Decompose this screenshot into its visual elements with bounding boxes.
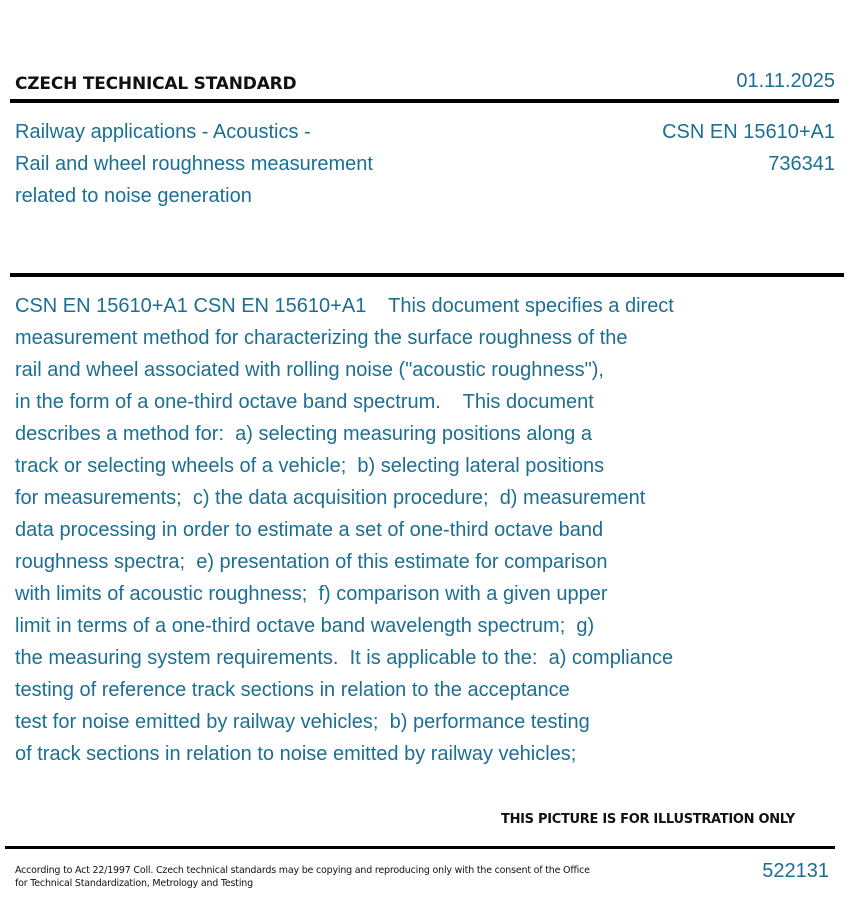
publication-date: 01.11.2025 [736,70,835,92]
abstract-line: data processing in order to estimate a set of one-third octave band [15,519,604,541]
abstract-line: with limits of acoustic roughness; f) comparison with a given upper [15,583,608,605]
subject-line: related to noise generation [15,185,252,207]
abstract-line: roughness spectra; e) presentation of this estimate for comparison [15,551,608,573]
abstract-line: describes a method for: a) selecting measuring positions along a [15,423,592,445]
subject-line: Railway applications - Acoustics - [15,121,311,143]
catalog-number: 736341 [768,153,835,175]
standard-number: CSN EN 15610+A1 [662,121,835,143]
footer-divider [5,846,835,849]
standard-subject [15,116,373,212]
abstract-line: of track sections in relation to noise emitted by railway vehicles; [15,743,577,765]
abstract-line: CSN EN 15610+A1 CSN EN 15610+A1 This document specifies a direct [15,295,674,317]
abstract-line: in the form of a one-third octave band spectrum. This document [15,391,594,413]
abstract-line: rail and wheel associated with rolling noise ("acoustic roughness"), [15,359,604,381]
section-divider [10,273,844,277]
abstract-line: the measuring system requirements. It is applicable to the: a) compliance [15,647,674,669]
legal-line: for Technical Standardization, Metrology and Testing [15,878,253,889]
abstract-line: for measurements; c) the data acquisition procedure; d) measurement [15,487,646,509]
subject-line: Rail and wheel roughness measurement [15,153,373,175]
legal-notice [15,864,615,890]
abstract-text [15,290,755,770]
abstract-line: limit in terms of a one-third octave band wavelength spectrum; g) [15,615,595,637]
footer-code: 522131 [762,860,829,882]
abstract-line: measurement method for characterizing the surface roughness of the [15,327,628,349]
abstract-line: test for noise emitted by railway vehicles; b) performance testing [15,711,590,733]
illustration-notice: THIS PICTURE IS FOR ILLUSTRATION ONLY [501,812,795,827]
document-type-title: CZECH TECHNICAL STANDARD [15,74,297,94]
legal-line: According to Act 22/1997 Coll. Czech technical standards may be copying and reproducing only with the consent of the Office [15,865,590,876]
header-divider [10,99,839,103]
standard-identifiers [662,116,835,180]
abstract-line: testing of reference track sections in relation to the acceptance [15,679,570,701]
abstract-line: track or selecting wheels of a vehicle; b) selecting lateral positions [15,455,605,477]
